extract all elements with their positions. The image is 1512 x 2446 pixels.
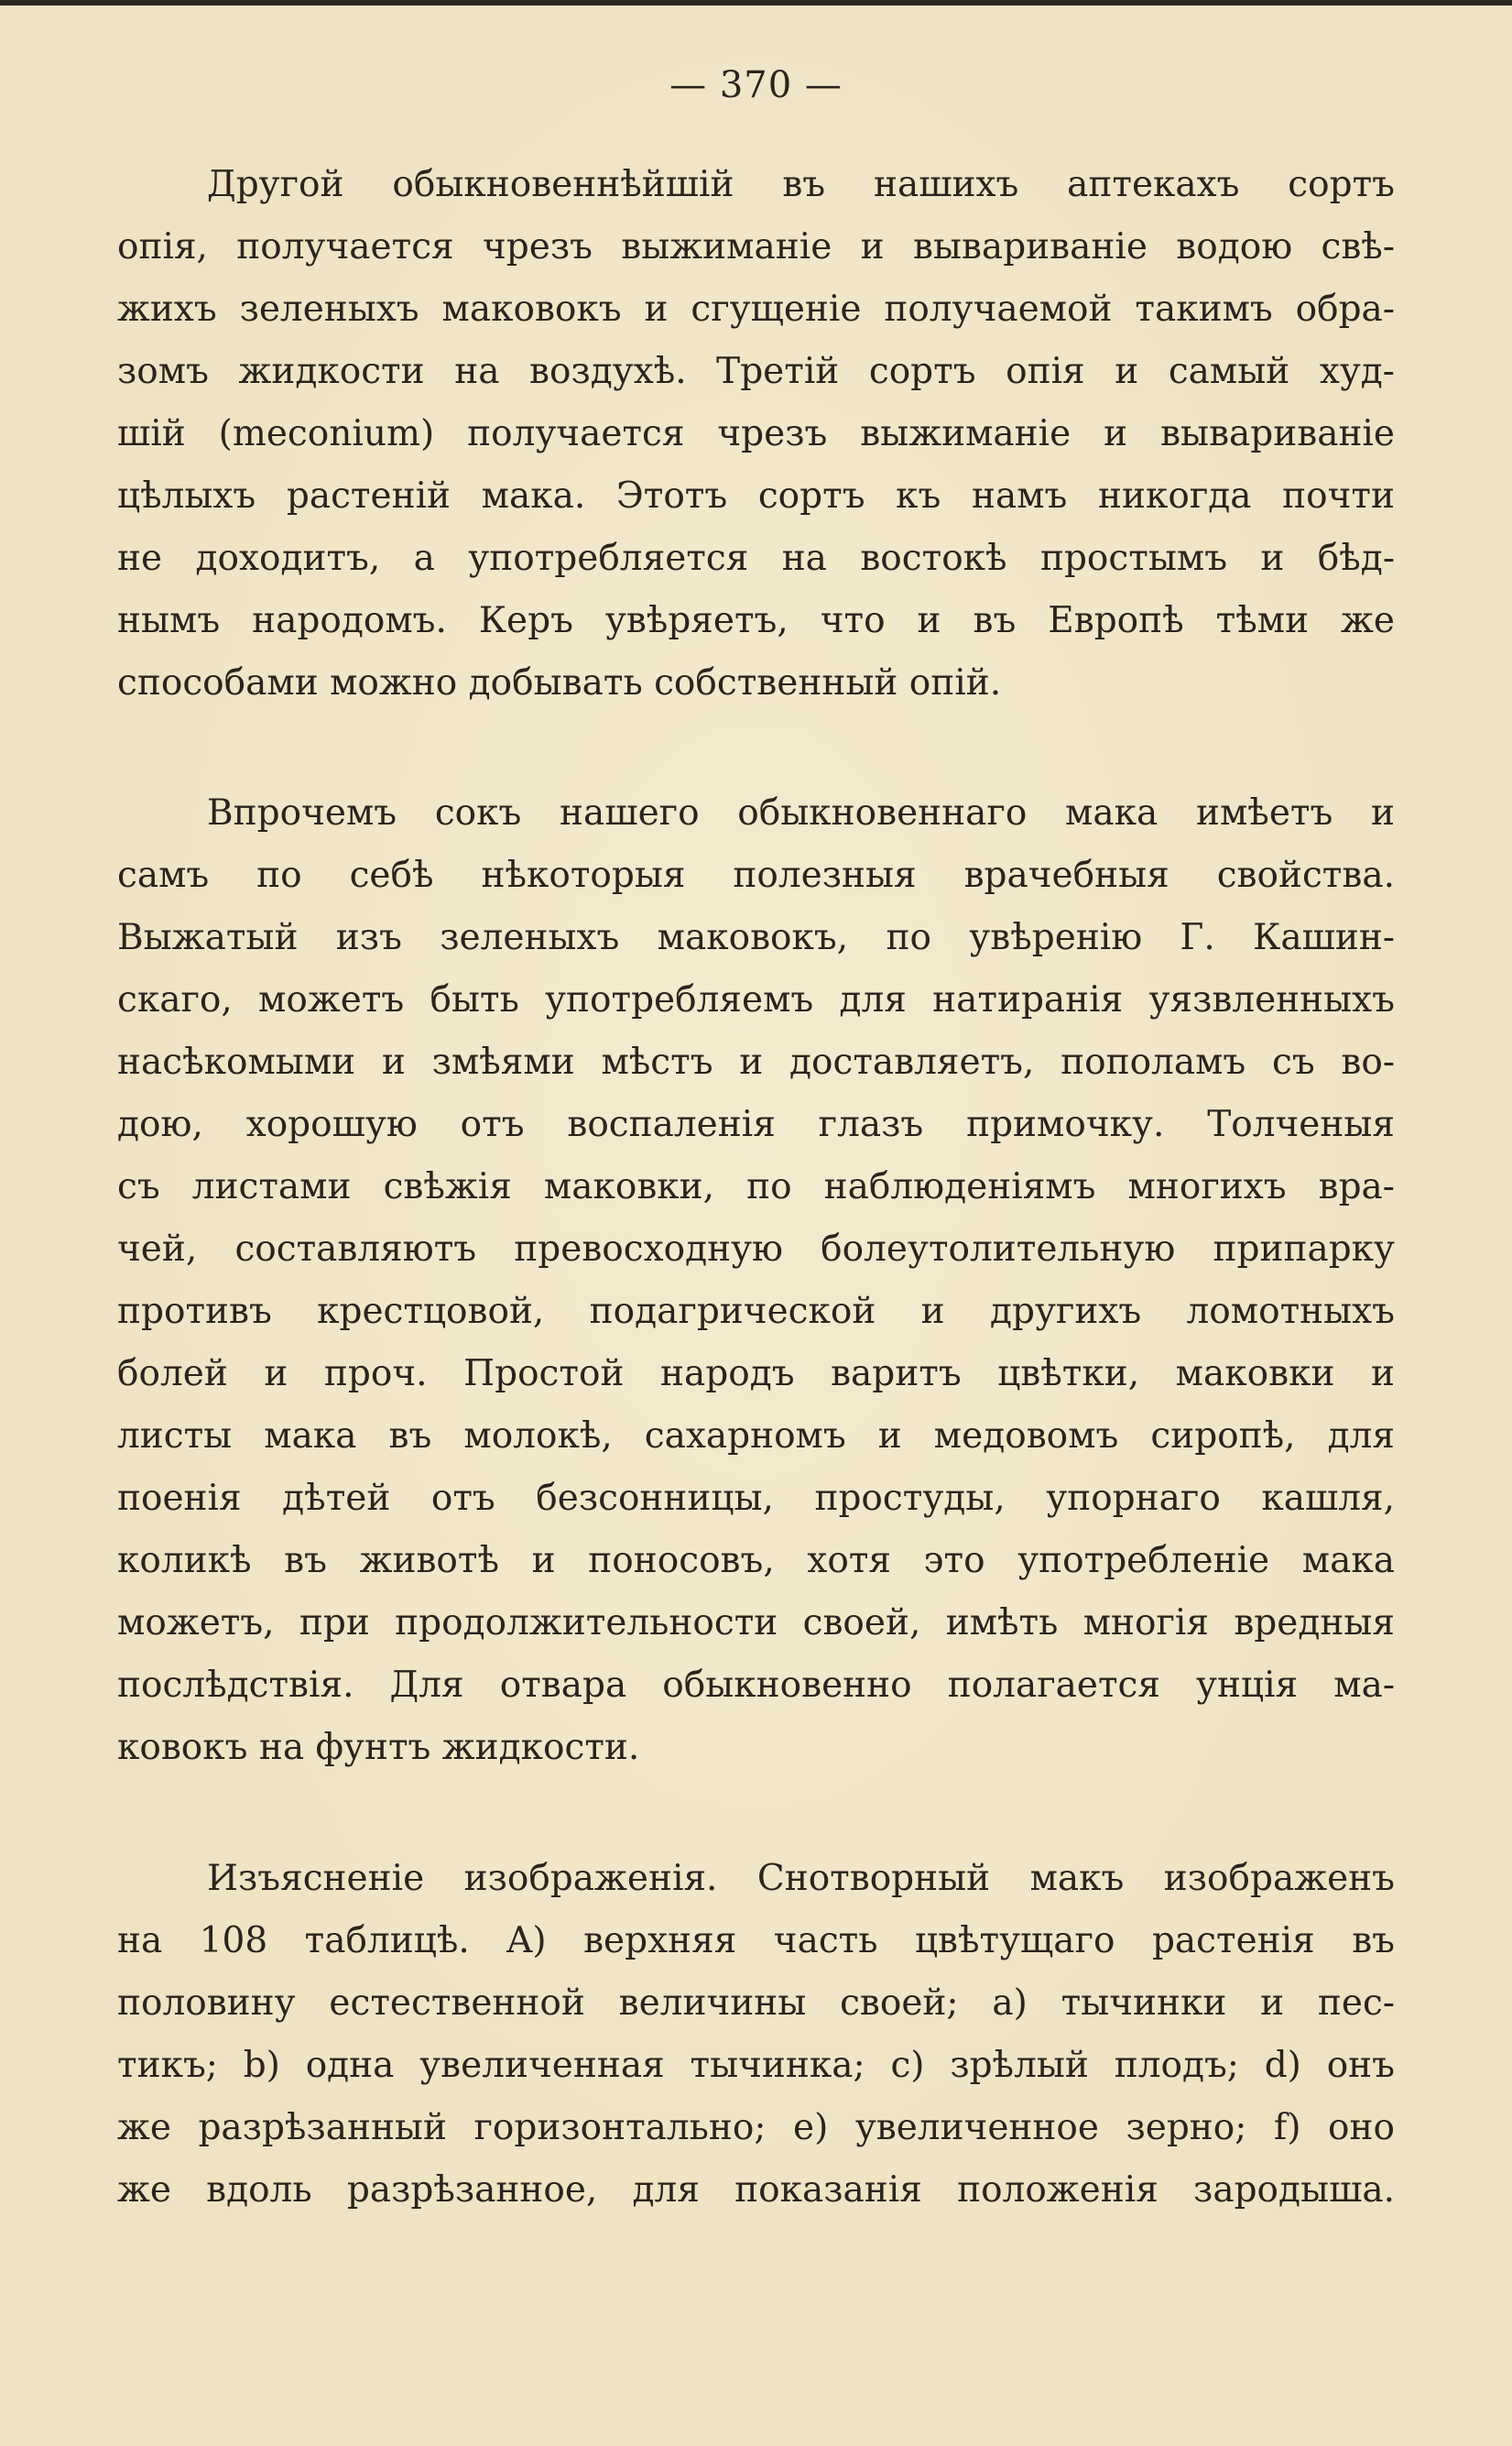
paragraph-poppy-juice-properties xyxy=(117,782,1395,1779)
text-line: ковокъ на фунтъ жидкости. xyxy=(117,1727,640,1768)
text-line: на 108 таблицѣ. A) верхняя часть цвѣтущаго растенія въ xyxy=(117,1920,1395,1961)
text-line: Изъясненіе изображенія. Снотворный макъ изображенъ xyxy=(207,1858,1395,1899)
text-line: листы мака въ молокѣ, сахарномъ и медовомъ сиропѣ, для xyxy=(117,1415,1395,1457)
text-line: болей и проч. Простой народъ варитъ цвѣтки, маковки и xyxy=(117,1353,1395,1394)
text-line: Впрочемъ сокъ нашего обыкновеннаго мака имѣетъ и xyxy=(207,792,1395,834)
text-line: поенія дѣтей отъ безсонницы, простуды, упорнаго кашля, xyxy=(117,1478,1395,1519)
text-line: насѣкомыми и змѣями мѣстъ и доставляетъ, пополамъ съ во- xyxy=(117,1042,1395,1083)
paragraph-figure-explanation xyxy=(117,1848,1395,2222)
text-line: же разрѣзанный горизонтально; e) увеличенное зерно; f) оно xyxy=(117,2107,1395,2148)
text-line: опія, получается чрезъ выжиманіе и вывариваніе водою свѣ- xyxy=(117,226,1395,268)
text-line: коликѣ въ животѣ и поносовъ, хотя это употребленіе мака xyxy=(117,1540,1395,1581)
text-line: же вдоль разрѣзанное, для показанія положенія зародыша. xyxy=(117,2169,1395,2211)
text-line: Другой обыкновеннѣйшій въ нашихъ аптекахъ сортъ xyxy=(207,164,1395,205)
text-line: способами можно добывать собственный опій. xyxy=(117,662,1002,704)
text-line: послѣдствія. Для отвара обыкновенно полагается унція ма- xyxy=(117,1665,1395,1706)
text-line: можетъ, при продолжительности своей, имѣть многія вредныя xyxy=(117,1602,1395,1643)
text-line: съ листами свѣжія маковки, по наблюденіямъ многихъ вра- xyxy=(117,1166,1395,1207)
text-line: шій (meconium) получается чрезъ выжиманіе и вывариваніе xyxy=(117,413,1395,454)
text-line: противъ крестцовой, подагрической и другихъ ломотныхъ xyxy=(117,1291,1395,1332)
top-edge-rule xyxy=(0,0,1512,5)
paragraph-opium-sorts xyxy=(117,154,1395,715)
text-line: зомъ жидкости на воздухѣ. Третій сортъ опія и самый худ- xyxy=(117,351,1395,392)
text-line: тикъ; b) одна увеличенная тычинка; c) зрѣлый плодъ; d) онъ xyxy=(117,2045,1395,2086)
text-line: чей, составляютъ превосходную болеутолительную припарку xyxy=(117,1228,1395,1270)
text-line: не доходитъ, а употребляется на востокѣ простымъ и бѣд- xyxy=(117,538,1395,579)
text-line: дою, хорошую отъ воспаленія глазъ примочку. Толченыя xyxy=(117,1104,1395,1145)
text-line: Выжатый изъ зеленыхъ маковокъ, по увѣренію Г. Кашин- xyxy=(117,917,1395,958)
text-line: скаго, можетъ быть употребляемъ для натиранія уязвленныхъ xyxy=(117,979,1395,1021)
text-line: жихъ зеленыхъ маковокъ и сгущеніе получаемой такимъ обра- xyxy=(117,289,1395,330)
text-line: самъ по себѣ нѣкоторыя полезныя врачебныя свойства. xyxy=(117,855,1395,896)
text-line: половину естественной величины своей; a) тычинки и пес- xyxy=(117,1982,1395,2024)
text-line: нымъ народомъ. Керъ увѣряетъ, что и въ Европѣ тѣми же xyxy=(117,600,1395,641)
text-line: цѣлыхъ растеній мака. Этотъ сортъ къ намъ никогда почти xyxy=(117,475,1395,517)
page-number: — 370 — xyxy=(669,64,843,106)
